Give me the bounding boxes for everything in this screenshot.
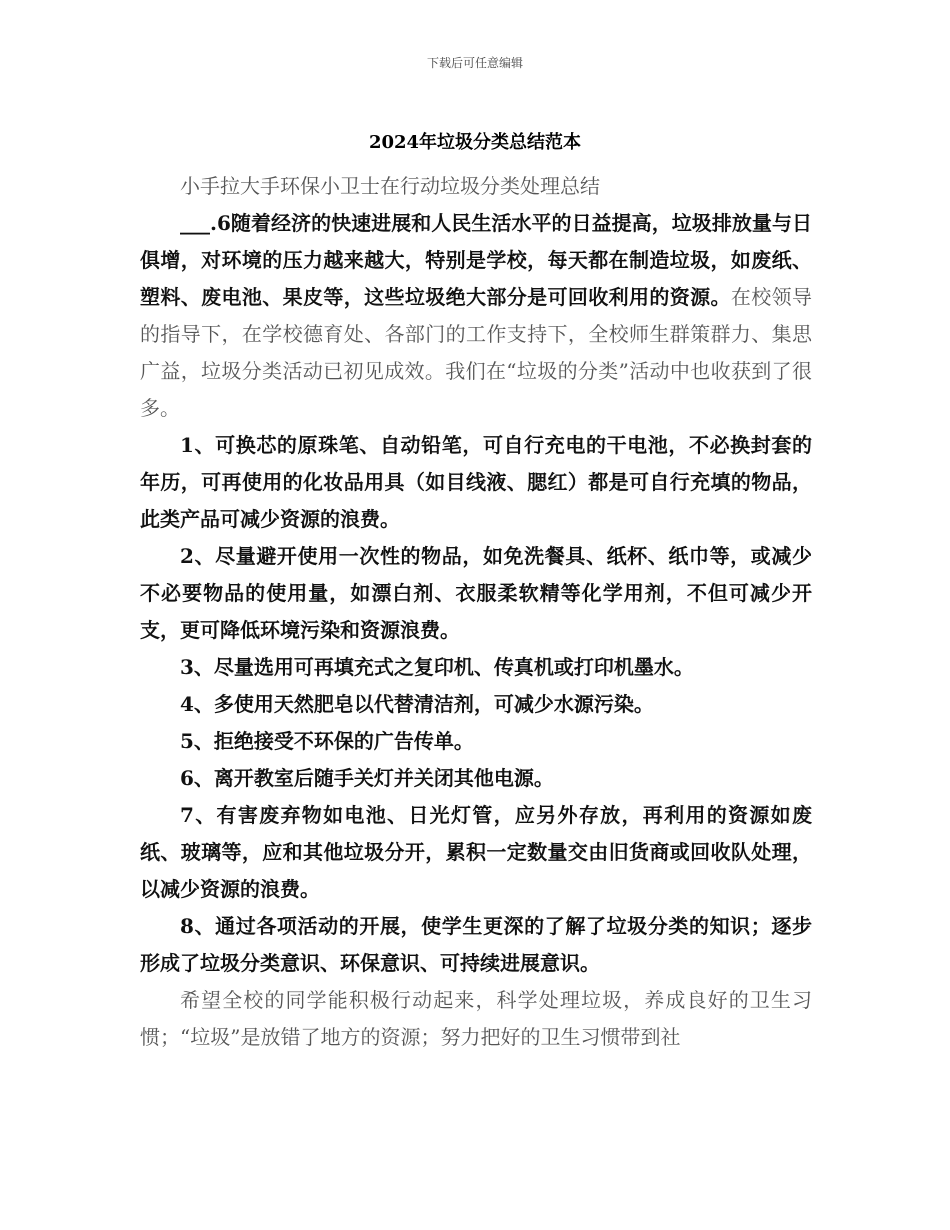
list-item-4: 4、多使用天然肥皂以代替清洁剂，可减少水源污染。 bbox=[180, 692, 654, 716]
list-item-5: 5、拒绝接受不环保的广告传单。 bbox=[180, 729, 474, 753]
header-note: 下载后可任意编辑 bbox=[426, 56, 523, 70]
intro-bold-text: ___.6随着经济的快速进展和人民生活水平的日益提高，垃圾排放量与日俱增，对环境的压力越来越大，特别是学校，每天都在制造垃圾，如废纸、塑料、废电池、果皮等，这些垃圾绝大部分是可回收利用的资源。 bbox=[140, 211, 812, 309]
list-item-1: 1、可换芯的原珠笔、自动铅笔，可自行充电的干电池，不必换封套的年历，可再使用的化妆品用具（如目线液、腮红）都是可自行充填的物品，此类产品可减少资源的浪费。 bbox=[140, 433, 812, 531]
list-item-7: 7、有害废弃物如电池、日光灯管，应另外存放，再利用的资源如废纸、玻璃等，应和其他垃圾分开，累积一定数量交由旧货商或回收队处理，以减少资源的浪费。 bbox=[140, 803, 812, 901]
list-item-8: 8、通过各项活动的开展，使学生更深的了解了垃圾分类的知识；逐步形成了垃圾分类意识、环保意识、可持续进展意识。 bbox=[140, 914, 812, 975]
document-body bbox=[140, 168, 812, 1056]
list-item-2: 2、尽量避开使用一次性的物品，如免洗餐具、纸杯、纸巾等，或减少不必要物品的使用量，如漂白剂、衣服柔软精等化学用剂，不但可减少开支，更可降低环境污染和资源浪费。 bbox=[140, 544, 812, 642]
list-item-6: 6、离开教室后随手关灯并关闭其他电源。 bbox=[180, 766, 554, 790]
subtitle: 小手拉大手环保小卫士在行动垃圾分类处理总结 bbox=[180, 174, 600, 198]
document-title: 2024年垃圾分类总结范本 bbox=[368, 132, 582, 153]
closing-paragraph: 希望全校的同学能积极行动起来，科学处理垃圾，养成良好的卫生习惯；“垃圾”是放错了地方的资源；努力把好的卫生习惯带到社 bbox=[140, 988, 812, 1049]
list-item-3: 3、尽量选用可再填充式之复印机、传真机或打印机墨水。 bbox=[180, 655, 694, 679]
intro-light-text: 在校领导的指导下，在学校德育处、各部门的工作支持下，全校师生群策群力、集思广益，垃圾分类活动已初见成效。我们在“垃圾的分类”活动中也收获到了很多。 bbox=[140, 285, 812, 420]
intro-paragraph bbox=[140, 205, 812, 427]
